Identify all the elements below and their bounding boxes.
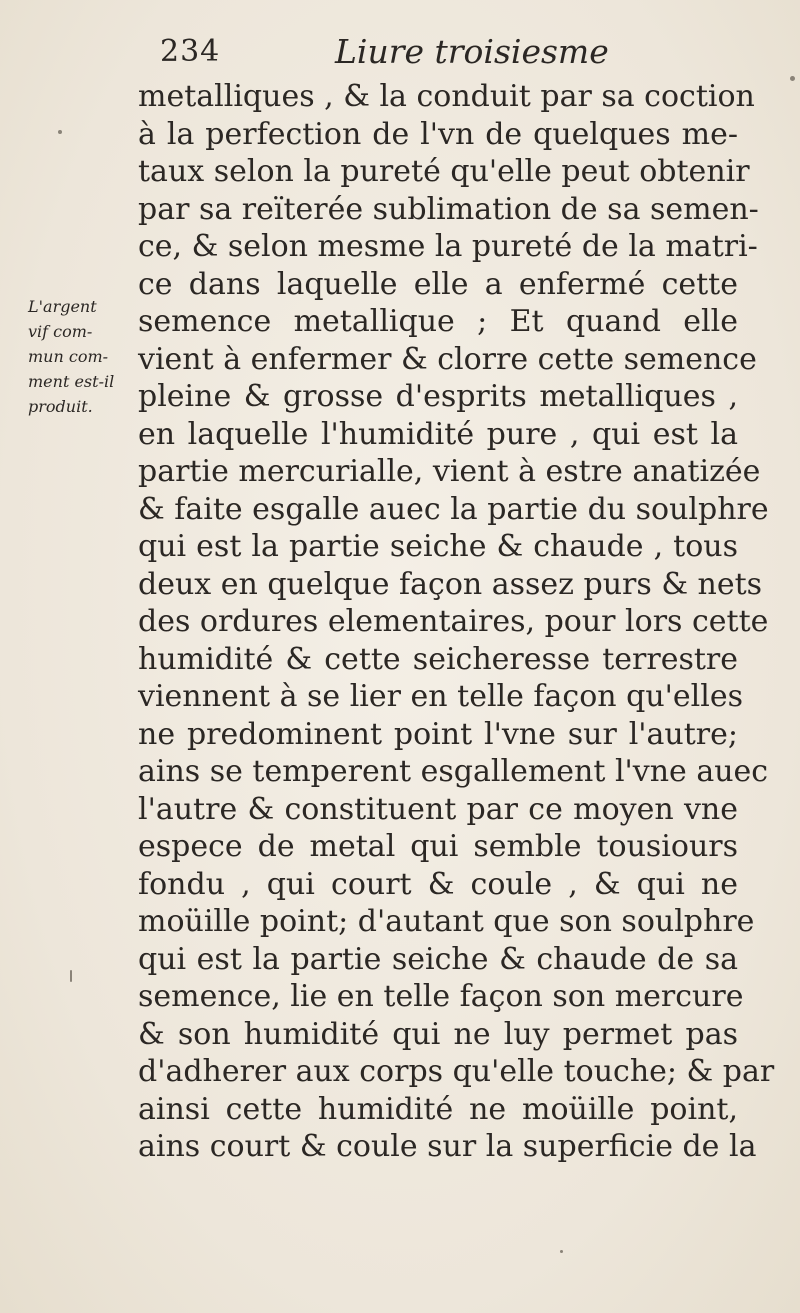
text-line: à la perfection de l'vn de quelques me- xyxy=(138,116,738,152)
text-line: humidité & cette seicheresse terrestre xyxy=(138,641,738,677)
text-line: l'autre & constituent par ce moyen vne xyxy=(138,791,738,827)
text-line: ains se temperent esgallement l'vne auec xyxy=(138,754,769,789)
text-line: semence metallique ; Et quand elle xyxy=(138,304,738,339)
margin-note xyxy=(28,294,128,419)
text-line: semence, lie en telle façon son mercure xyxy=(138,979,744,1014)
text-line: moüille point; d'autant que son soulphre xyxy=(138,904,755,939)
text-line: pleine & grosse d'esprits metalliques , xyxy=(138,379,738,414)
running-title: Liure troisiesme xyxy=(335,32,609,71)
text-line: en laquelle l'humidité pure , qui est la xyxy=(138,416,738,452)
text-line: ce, & selon mesme la pureté de la matri- xyxy=(138,229,758,264)
text-line: vient à enfermer & clorre cette semence xyxy=(138,341,757,377)
text-line: fondu , qui court & coule , & qui ne xyxy=(138,866,738,902)
margin-note-line: mun com- xyxy=(28,347,109,366)
text-line: par sa reïterée sublimation de sa semen- xyxy=(138,191,759,227)
text-line: espece de metal qui semble tousiours xyxy=(138,829,738,864)
paper-speck xyxy=(58,130,62,134)
text-line: & faite esgalle auec la partie du soulphre xyxy=(138,491,769,527)
text-line: viennent à se lier en telle façon qu'elles xyxy=(138,679,744,714)
text-line: des ordures elementaires, pour lors cette xyxy=(138,604,769,639)
text-line: qui est la partie seiche & chaude de sa xyxy=(138,941,738,977)
margin-note-line: vif com- xyxy=(28,322,93,341)
text-line: ains court & coule sur la superficie de la xyxy=(138,1129,757,1164)
text-line: ainsi cette humidité ne moüille point, xyxy=(138,1091,738,1127)
margin-note-line: L'argent xyxy=(28,297,97,316)
text-line: metalliques , & la conduit par sa coction xyxy=(138,79,755,114)
text-line: & son humidité qui ne luy permet pas xyxy=(138,1016,738,1052)
text-line: d'adherer aux corps qu'elle touche; & par xyxy=(138,1054,775,1089)
margin-note-line: produit. xyxy=(28,397,93,416)
text-line: taux selon la pureté qu'elle peut obtenir xyxy=(138,154,750,189)
text-line: partie mercurialle, vient à estre anatizée xyxy=(138,454,761,489)
page-number: 234 xyxy=(160,34,221,69)
body-text xyxy=(138,78,775,1166)
text-line: ne predominent point l'vne sur l'autre; xyxy=(138,716,738,752)
text-line: ce dans laquelle elle a enfermé cette xyxy=(138,266,738,302)
paper-speck xyxy=(560,1250,563,1253)
text-line: qui est la partie seiche & chaude , tous xyxy=(138,529,738,564)
paper-speck xyxy=(790,76,795,81)
page-header xyxy=(160,30,609,76)
paper-speck xyxy=(70,970,72,982)
margin-note-line: ment est-il xyxy=(28,372,115,391)
text-line: deux en quelque façon assez purs & nets xyxy=(138,566,763,602)
